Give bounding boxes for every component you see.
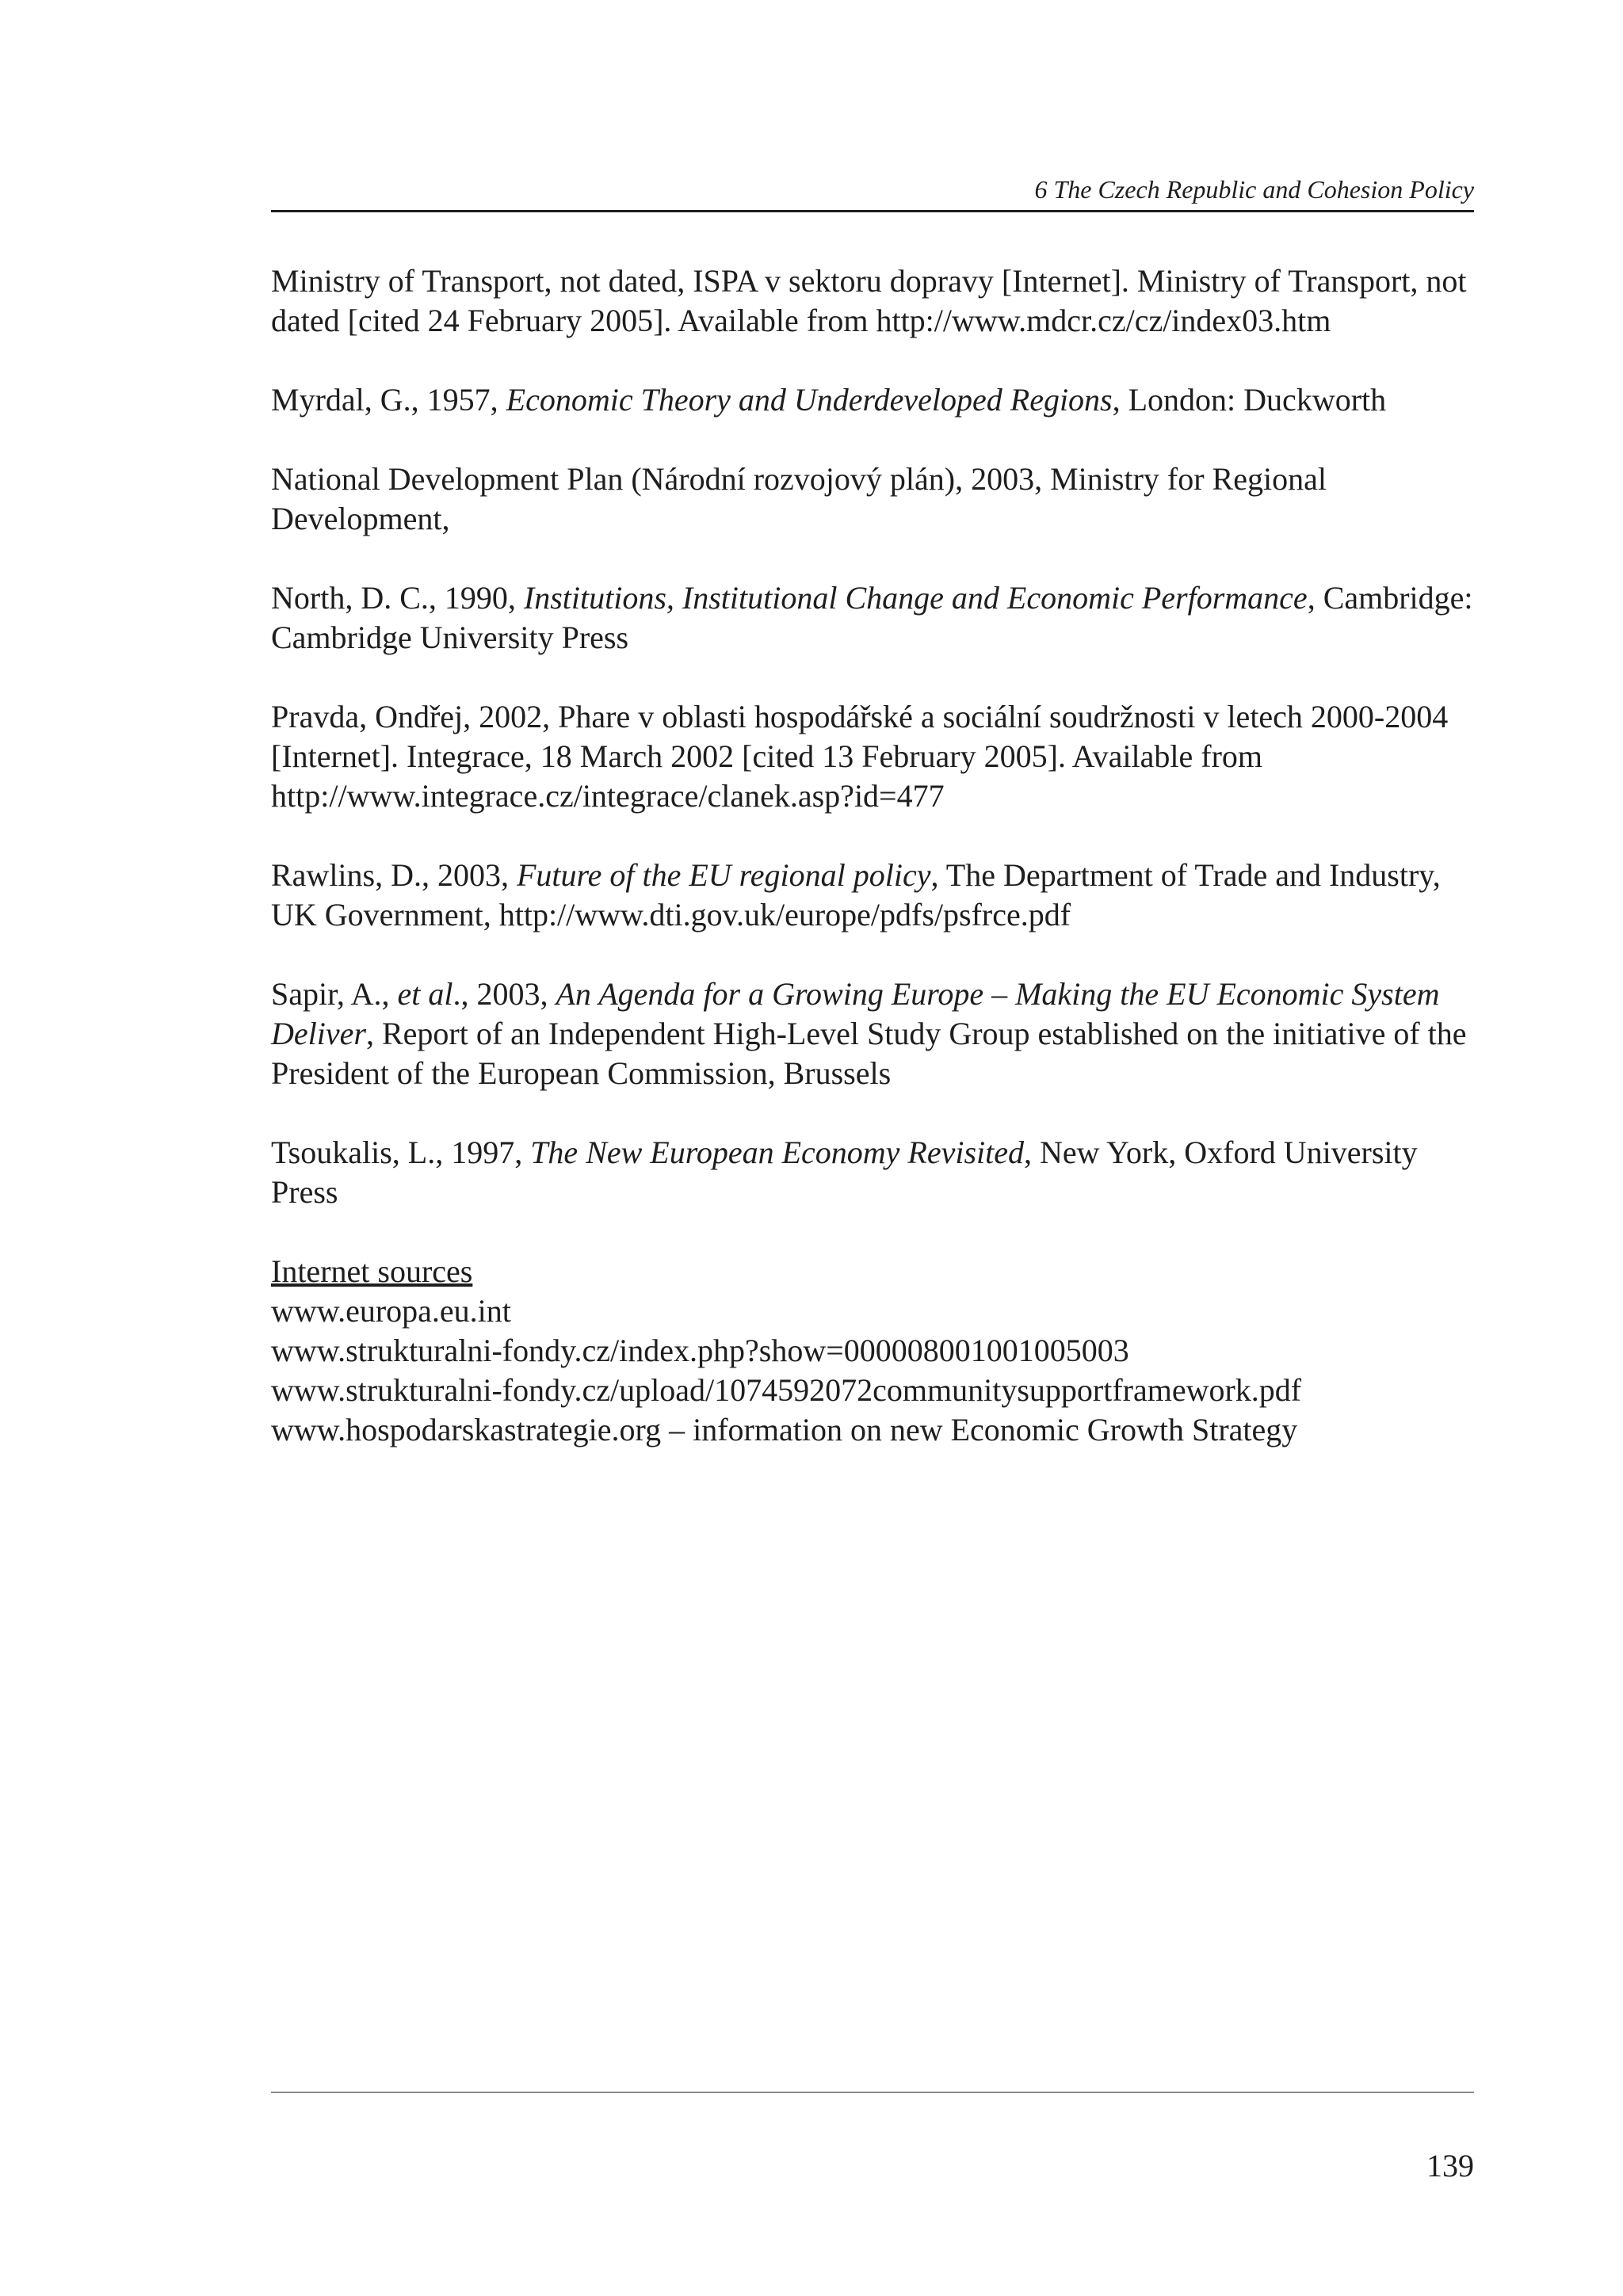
reference-etal: et al — [397, 976, 453, 1012]
reference-title: Future of the EU regional policy — [517, 857, 931, 893]
reference-entry — [271, 578, 1484, 658]
reference-text: Ministry of Transport, not dated, ISPA v sektoru dopravy [Internet]. Ministry of Transport, not dated [cited 24 February 2005]. Available from http://www.mdcr.cz/cz/index03.htm — [271, 263, 1467, 338]
internet-source-line: www.europa.eu.int — [271, 1293, 511, 1329]
reference-title: The New European Economy Revisited — [530, 1135, 1024, 1170]
internet-sources-section — [271, 1252, 1484, 1450]
reference-author-year: Rawlins, D., 2003, — [271, 857, 517, 893]
reference-author: Sapir, A., — [271, 976, 398, 1012]
footer-rule — [271, 2092, 1474, 2093]
reference-text: Pravda, Ondřej, 2002, Phare v oblasti hospodářské a sociální soudržnosti v letech 2000-2004 [Internet]. Integrace, 18 March 2002 [cited 13 February 2005]. Available from http://www.integrace.cz/integrace/clanek.asp?id=477 — [271, 699, 1449, 814]
internet-source-line: www.strukturalni-fondy.cz/index.php?show=000008001001005003 — [271, 1333, 1129, 1368]
reference-entry — [271, 974, 1484, 1093]
reference-entry — [271, 856, 1484, 935]
reference-entry — [271, 380, 1484, 420]
reference-publisher: , Cambridge: Cambridge University Press — [271, 580, 1473, 655]
reference-year: ., 2003, — [453, 976, 556, 1012]
reference-list — [271, 261, 1484, 1489]
reference-entry — [271, 1133, 1484, 1212]
reference-author-year: North, D. C., 1990, — [271, 580, 524, 616]
reference-entry — [271, 460, 1484, 539]
reference-title: Institutions, Institutional Change and Economic Performance — [523, 580, 1308, 616]
page-number: 139 — [1426, 2148, 1474, 2183]
reference-publisher: , New York, Oxford University Press — [271, 1135, 1418, 1210]
reference-text: National Development Plan (Národní rozvojový plán), 2003, Ministry for Regional Development, — [271, 461, 1327, 536]
internet-source-line: www.hospodarskastrategie.org – information on new Economic Growth Strategy — [271, 1412, 1298, 1447]
header-rule — [271, 210, 1474, 212]
internet-source-line: www.strukturalni-fondy.cz/upload/1074592072communitysupportframework.pdf — [271, 1372, 1302, 1408]
reference-publisher: , Report of an Independent High-Level Study Group established on the initiative of the President of the European Commission, Brussels — [271, 1016, 1467, 1091]
running-head: 6 The Czech Republic and Cohesion Policy — [1034, 175, 1474, 204]
reference-entry — [271, 697, 1484, 816]
reference-title: An Agenda for a Growing Europe – Making the EU Economic System Deliver — [271, 976, 1440, 1051]
internet-sources-heading: Internet sources — [271, 1253, 473, 1289]
reference-author-year: Myrdal, G., 1957, — [271, 382, 506, 418]
reference-author-year: Tsoukalis, L., 1997, — [271, 1135, 531, 1170]
reference-publisher: , London: Duckworth — [1112, 382, 1387, 418]
reference-title: Economic Theory and Underdeveloped Regions — [506, 382, 1113, 418]
reference-publisher: , The Department of Trade and Industry, UK Government, http://www.dti.gov.uk/europe/pdfs/psfrce.pdf — [271, 857, 1441, 933]
reference-entry — [271, 261, 1484, 341]
